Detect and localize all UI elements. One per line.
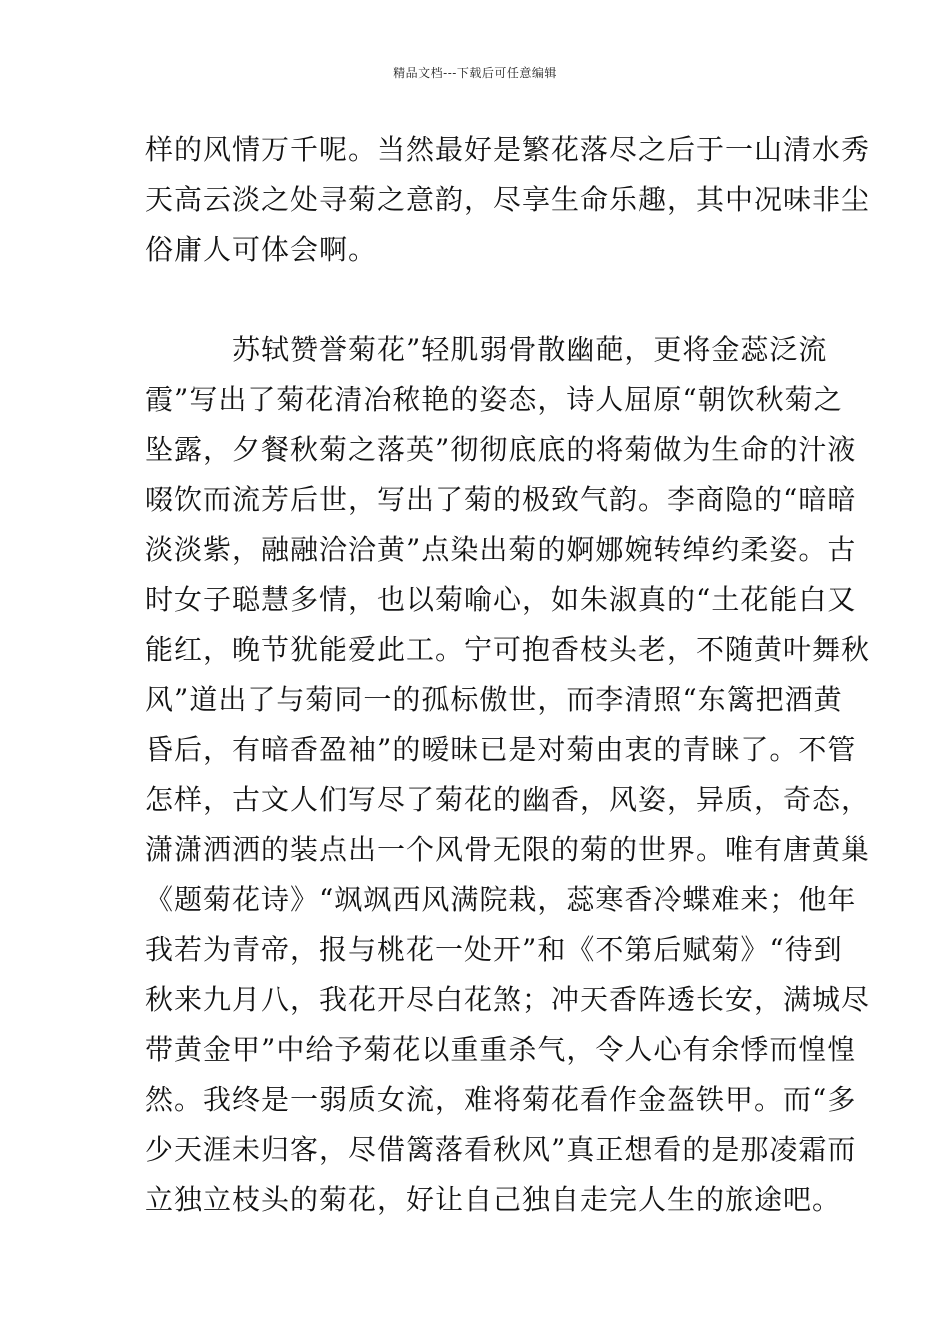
paragraph-line: 潇潇洒洒的装点出一个风骨无限的菊的世界。唯有唐黄巢 (145, 833, 871, 866)
paragraph-line: 然。我终是一弱质女流，难将菊花看作金盔铁甲。而“多 (145, 1083, 857, 1116)
paragraph-2 (145, 325, 871, 1225)
paragraph-line: 《题菊花诗》“飒飒西风满院栽，蕊寒香冷蝶难来；他年 (145, 883, 857, 916)
paragraph-line: 坠露，夕餐秋菊之落英”彻彻底底的将菊做为生命的汁液 (145, 433, 857, 466)
paragraph-line: 我若为青帝，报与桃花一处开”和《不第后赋菊》“待到 (145, 933, 843, 966)
paragraph-1 (145, 125, 871, 275)
paragraph-line: 风”道出了与菊同一的孤标傲世，而李清照“东篱把酒黄 (145, 683, 843, 716)
paragraph-line: 苏轼赞誉菊花”轻肌弱骨散幽葩，更将金蕊泛流 (145, 333, 828, 366)
paragraph-line: 样的风情万千呢。当然最好是繁花落尽之后于一山清水秀 (145, 133, 871, 166)
paragraph-line: 立独立枝头的菊花，好让自己独自走完人生的旅途吧。 (145, 1183, 842, 1216)
paragraph-line: 少天涯未归客，尽借篱落看秋风”真正想看的是那凌霜而 (145, 1133, 857, 1166)
paragraph-line: 秋来九月八，我花开尽白花煞；冲天香阵透长安，满城尽 (145, 983, 871, 1016)
paragraph-line: 怎样，古文人们写尽了菊花的幽香，风姿，异质，奇态， (145, 783, 871, 816)
paragraph-line: 带黄金甲”中给予菊花以重重杀气，令人心有余悸而惶惶 (145, 1033, 857, 1066)
page-header: 精品文档---下载后可任意编辑 (393, 66, 557, 80)
paragraph-line: 时女子聪慧多情，也以菊喻心，如朱淑真的“土花能白又 (145, 583, 857, 616)
paragraph-line: 霞”写出了菊花清冶秾艳的姿态，诗人屈原“朝饮秋菊之 (145, 383, 843, 416)
paragraph-line: 啜饮而流芳后世，写出了菊的极致气韵。李商隐的“暗暗 (145, 483, 857, 516)
paragraph-line: 天高云淡之处寻菊之意韵，尽享生命乐趣，其中况味非尘 (145, 183, 871, 216)
paragraph-line: 淡淡紫，融融洽洽黄”点染出菊的婀娜婉转绰约柔姿。古 (145, 533, 857, 566)
paragraph-line: 俗庸人可体会啊。 (145, 233, 378, 266)
paragraph-line: 能红，晚节犹能爱此工。宁可抱香枝头老，不随黄叶舞秋 (145, 633, 871, 666)
paragraph-line: 昏后，有暗香盈袖”的暧昧已是对菊由衷的青睐了。不管 (145, 733, 857, 766)
